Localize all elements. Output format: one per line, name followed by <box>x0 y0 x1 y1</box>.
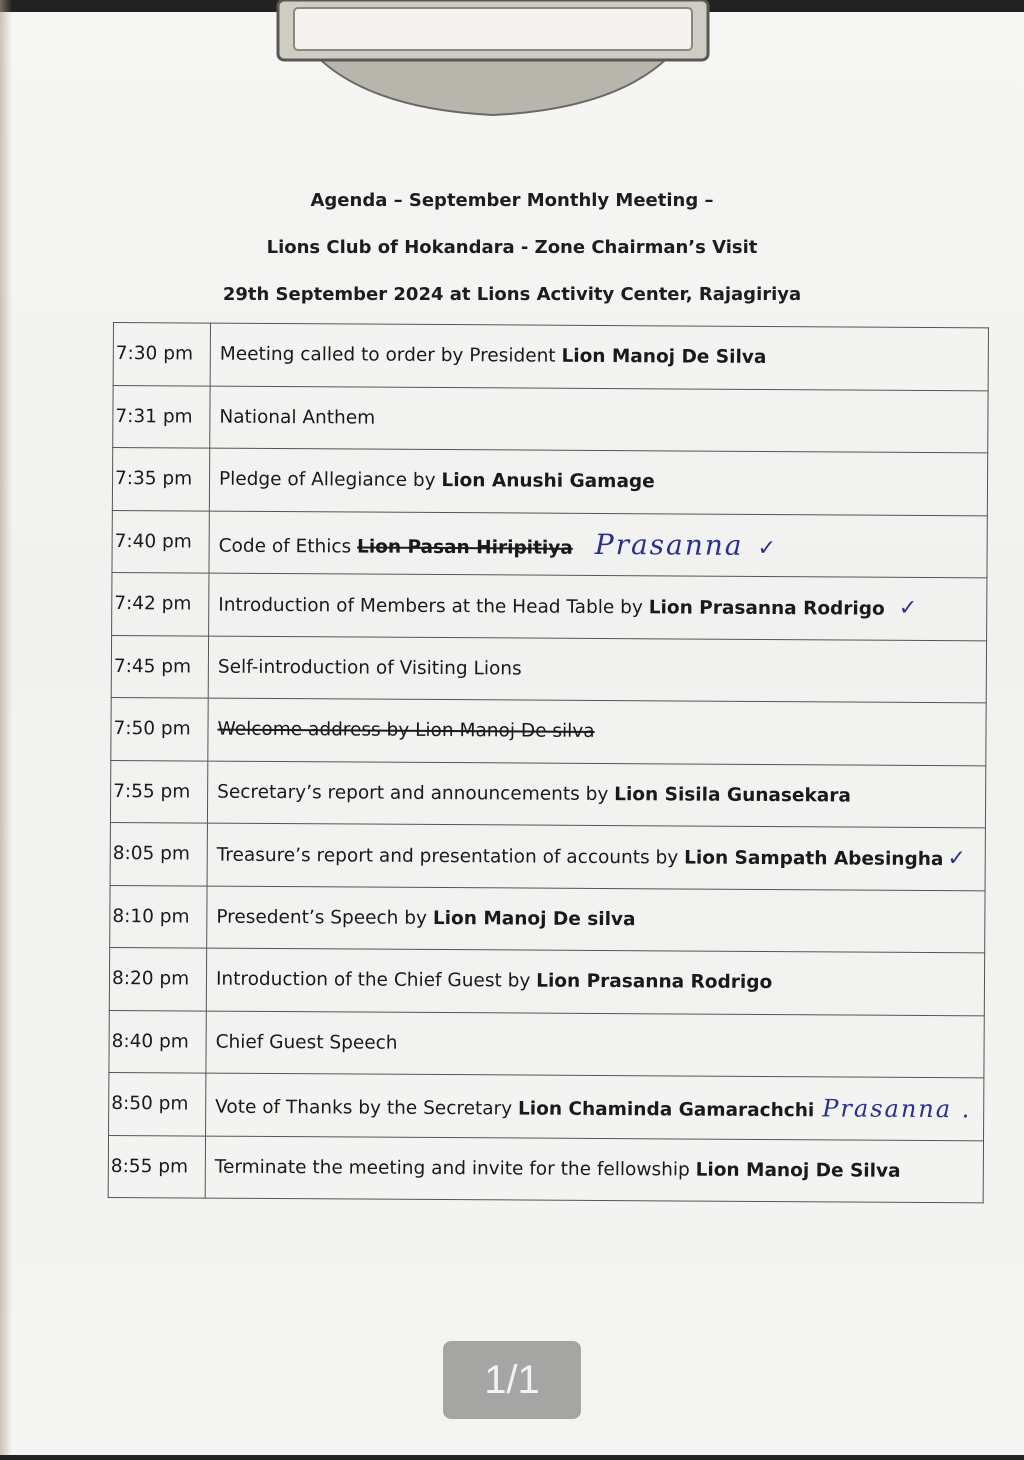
struck-item-text: Welcome address by Lion Manoj De silva <box>217 718 595 743</box>
row-time: 7:42 pm <box>112 572 209 635</box>
item-text: Vote of Thanks by the Secretary <box>215 1096 519 1120</box>
table-row <box>110 760 985 828</box>
item-text: Pledge of Allegiance by <box>218 468 442 492</box>
table-row <box>109 947 984 1015</box>
table-row <box>109 1010 984 1078</box>
row-time: 7:50 pm <box>111 697 208 760</box>
item-text: Introduction of Members at the Head Table by <box>218 594 649 619</box>
row-time: 7:45 pm <box>111 635 208 698</box>
row-description <box>206 1073 984 1140</box>
row-time: 8:20 pm <box>109 947 206 1010</box>
row-description <box>208 636 986 703</box>
row-time: 8:05 pm <box>110 822 207 885</box>
row-time: 7:35 pm <box>112 448 209 511</box>
row-time: 7:40 pm <box>112 510 209 573</box>
header-title: Agenda – September Monthly Meeting – <box>310 190 714 211</box>
row-time: 8:10 pm <box>110 885 207 948</box>
item-text: National Anthem <box>219 406 376 429</box>
table-row <box>112 572 987 640</box>
table-row <box>108 1135 983 1203</box>
row-time: 7:55 pm <box>110 760 207 823</box>
table-row <box>110 885 985 953</box>
row-description <box>208 698 986 765</box>
table-row <box>113 323 988 391</box>
row-description <box>206 948 984 1015</box>
agenda-table <box>108 322 989 1203</box>
item-text: Introduction of the Chief Guest by <box>215 968 537 992</box>
table-row <box>110 822 985 890</box>
header-club: Lions Club of Hokandara - Zone Chairman’s Visit <box>266 237 758 258</box>
table-row <box>109 1072 984 1140</box>
item-person: Lion Chaminda Gamarachchi <box>517 1098 815 1122</box>
item-person: Lion Manoj De silva <box>432 907 636 930</box>
item-person: Lion Anushi Gamage <box>441 470 655 493</box>
table-row <box>111 697 986 765</box>
check-mark-icon: ✓ <box>898 596 918 622</box>
bottom-edge <box>0 1455 1024 1460</box>
item-text: Presedent’s Speech by <box>216 906 433 929</box>
check-mark-icon: ✓ <box>947 846 966 872</box>
handwritten-note: Prasanna <box>594 527 744 562</box>
row-description <box>210 323 988 390</box>
row-description <box>205 1136 983 1203</box>
item-person: Lion Manoj De Silva <box>695 1159 901 1182</box>
row-time: 8:50 pm <box>109 1072 206 1135</box>
row-description <box>210 386 988 453</box>
row-time: 8:55 pm <box>108 1135 205 1198</box>
check-mark-icon: ✓ <box>757 535 777 561</box>
item-text: Chief Guest Speech <box>215 1031 398 1054</box>
item-text: Terminate the meeting and invite for the fellowship <box>214 1156 696 1181</box>
row-description <box>209 573 987 640</box>
header-date-venue: 29th September 2024 at Lions Activity Center, Rajagiriya <box>222 284 802 305</box>
row-time: 7:31 pm <box>113 385 210 448</box>
struck-person: Lion Pasan Hiripitiya <box>357 536 573 559</box>
table-row <box>113 385 988 453</box>
row-description <box>209 511 987 578</box>
clipboard-clip-icon <box>258 0 728 118</box>
table-row <box>112 448 987 516</box>
row-description <box>207 823 985 890</box>
row-description <box>207 761 985 828</box>
item-person: Lion Sisila Gunasekara <box>614 783 851 807</box>
table-row <box>111 635 986 703</box>
item-text: Treasure’s report and presentation of accounts by <box>216 844 685 869</box>
item-person: Lion Sampath Abesingha <box>684 847 944 871</box>
item-text: Self-introduction of Visiting Lions <box>217 656 522 680</box>
row-description <box>209 448 987 515</box>
row-description <box>207 886 985 953</box>
table-row <box>112 510 987 578</box>
agenda-header <box>0 186 1024 327</box>
handwritten-note: Prasanna . <box>822 1094 972 1124</box>
item-person: Lion Manoj De Silva <box>561 345 767 369</box>
page-indicator: 1/1 <box>443 1341 581 1419</box>
item-text: Meeting called to order by President <box>219 343 562 367</box>
item-text: Secretary’s report and announcements by <box>217 781 615 805</box>
item-person: Lion Prasanna Rodrigo <box>648 597 885 620</box>
row-time: 7:30 pm <box>113 323 210 386</box>
row-time: 8:40 pm <box>109 1010 206 1073</box>
item-text: Code of Ethics <box>218 535 358 558</box>
item-person: Lion Prasanna Rodrigo <box>536 970 773 994</box>
row-description <box>206 1011 984 1078</box>
